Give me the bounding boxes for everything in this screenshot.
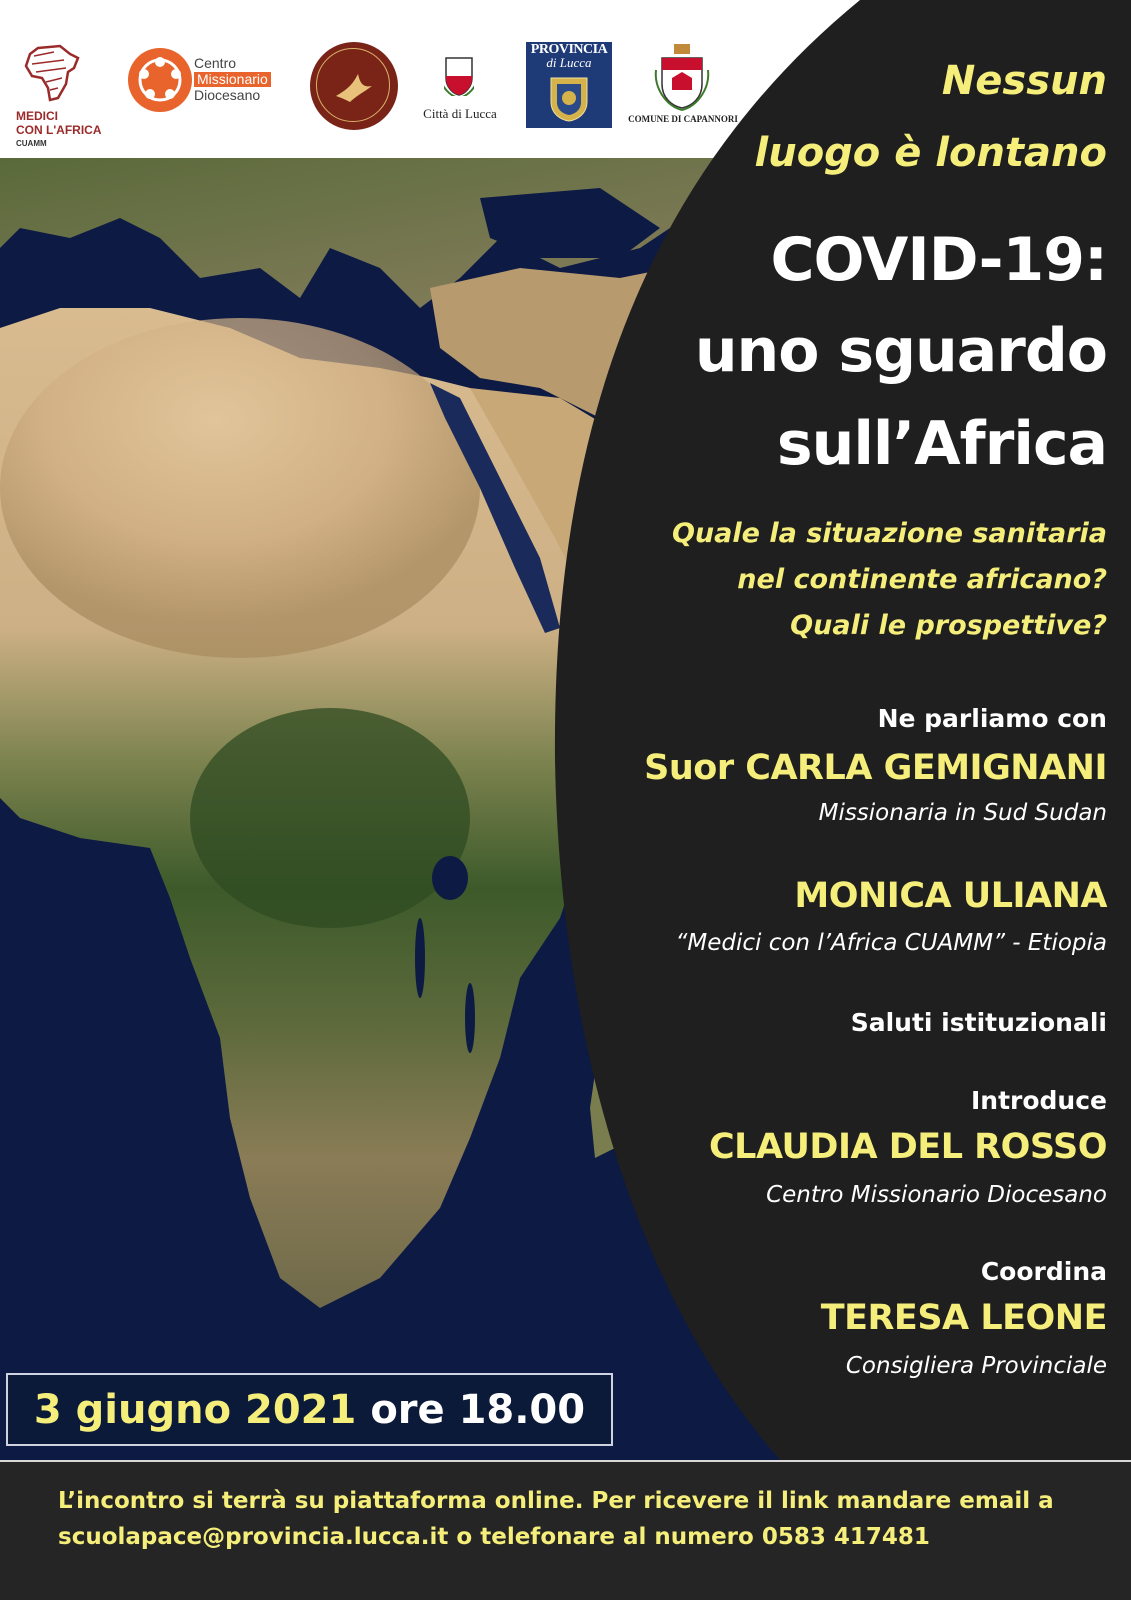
speaker-2-name: MONICA ULIANA	[794, 876, 1107, 916]
coordina-name: TERESA LEONE	[820, 1298, 1107, 1338]
event-date: 3 giugno 2021	[33, 1386, 357, 1433]
headline-line1: Nessun	[941, 58, 1107, 104]
centro-missionario-line3: Diocesano	[194, 87, 261, 103]
question-line1: Quale la situazione sanitaria	[671, 518, 1107, 549]
cuamm-logo-line3: CUAMM	[16, 139, 47, 148]
greetings-label: Saluti istituzionali	[850, 1008, 1107, 1037]
title-line1: COVID-19:	[770, 225, 1107, 295]
speakers-intro: Ne parliamo con	[877, 704, 1107, 733]
footer-line2: scuolapace@provincia.lucca.it o telefonare al numero 0583 417481	[58, 1524, 930, 1550]
question-line3: Quali le prospettive?	[790, 610, 1107, 641]
speaker-1-name: Suor CARLA GEMIGNANI	[644, 748, 1107, 788]
provincia-line2: di Lucca	[546, 55, 592, 70]
headline-line2: luogo è lontano	[754, 130, 1107, 176]
introduce-role: Centro Missionario Diocesano	[766, 1182, 1107, 1208]
title-line2: uno sguardo	[694, 316, 1107, 386]
introduce-label: Introduce	[970, 1086, 1107, 1115]
introduce-name: CLAUDIA DEL ROSSO	[708, 1127, 1107, 1167]
title-line3: sull’Africa	[776, 409, 1107, 479]
centro-missionario-line1: Centro	[194, 55, 237, 71]
provincia-line1: PROVINCIA	[530, 42, 608, 57]
coordina-label: Coordina	[980, 1257, 1107, 1286]
speaker-2-role: “Medici con l’Africa CUAMM” - Etiopia	[675, 930, 1107, 956]
footer	[0, 1460, 1131, 1600]
citta-lucca-caption: Città di Lucca	[423, 106, 497, 121]
footer-line1: L’incontro si terrà su piattaforma online. Per ricevere il link mandare email a	[58, 1488, 1054, 1514]
event-date-box	[6, 1373, 613, 1446]
cuamm-logo-line1: MEDICI	[16, 109, 58, 123]
centro-missionario-line2: Missionario	[194, 72, 271, 87]
coordina-role: Consigliera Provinciale	[845, 1353, 1107, 1379]
event-time: ore 18.00	[370, 1386, 586, 1433]
speaker-1-role: Missionaria in Sud Sudan	[818, 800, 1107, 826]
question-line2: nel continente africano?	[737, 564, 1107, 595]
cuamm-logo-line2: CON L'AFRICA	[16, 123, 102, 137]
capannori-caption: COMUNE DI CAPANNORI	[628, 114, 738, 124]
